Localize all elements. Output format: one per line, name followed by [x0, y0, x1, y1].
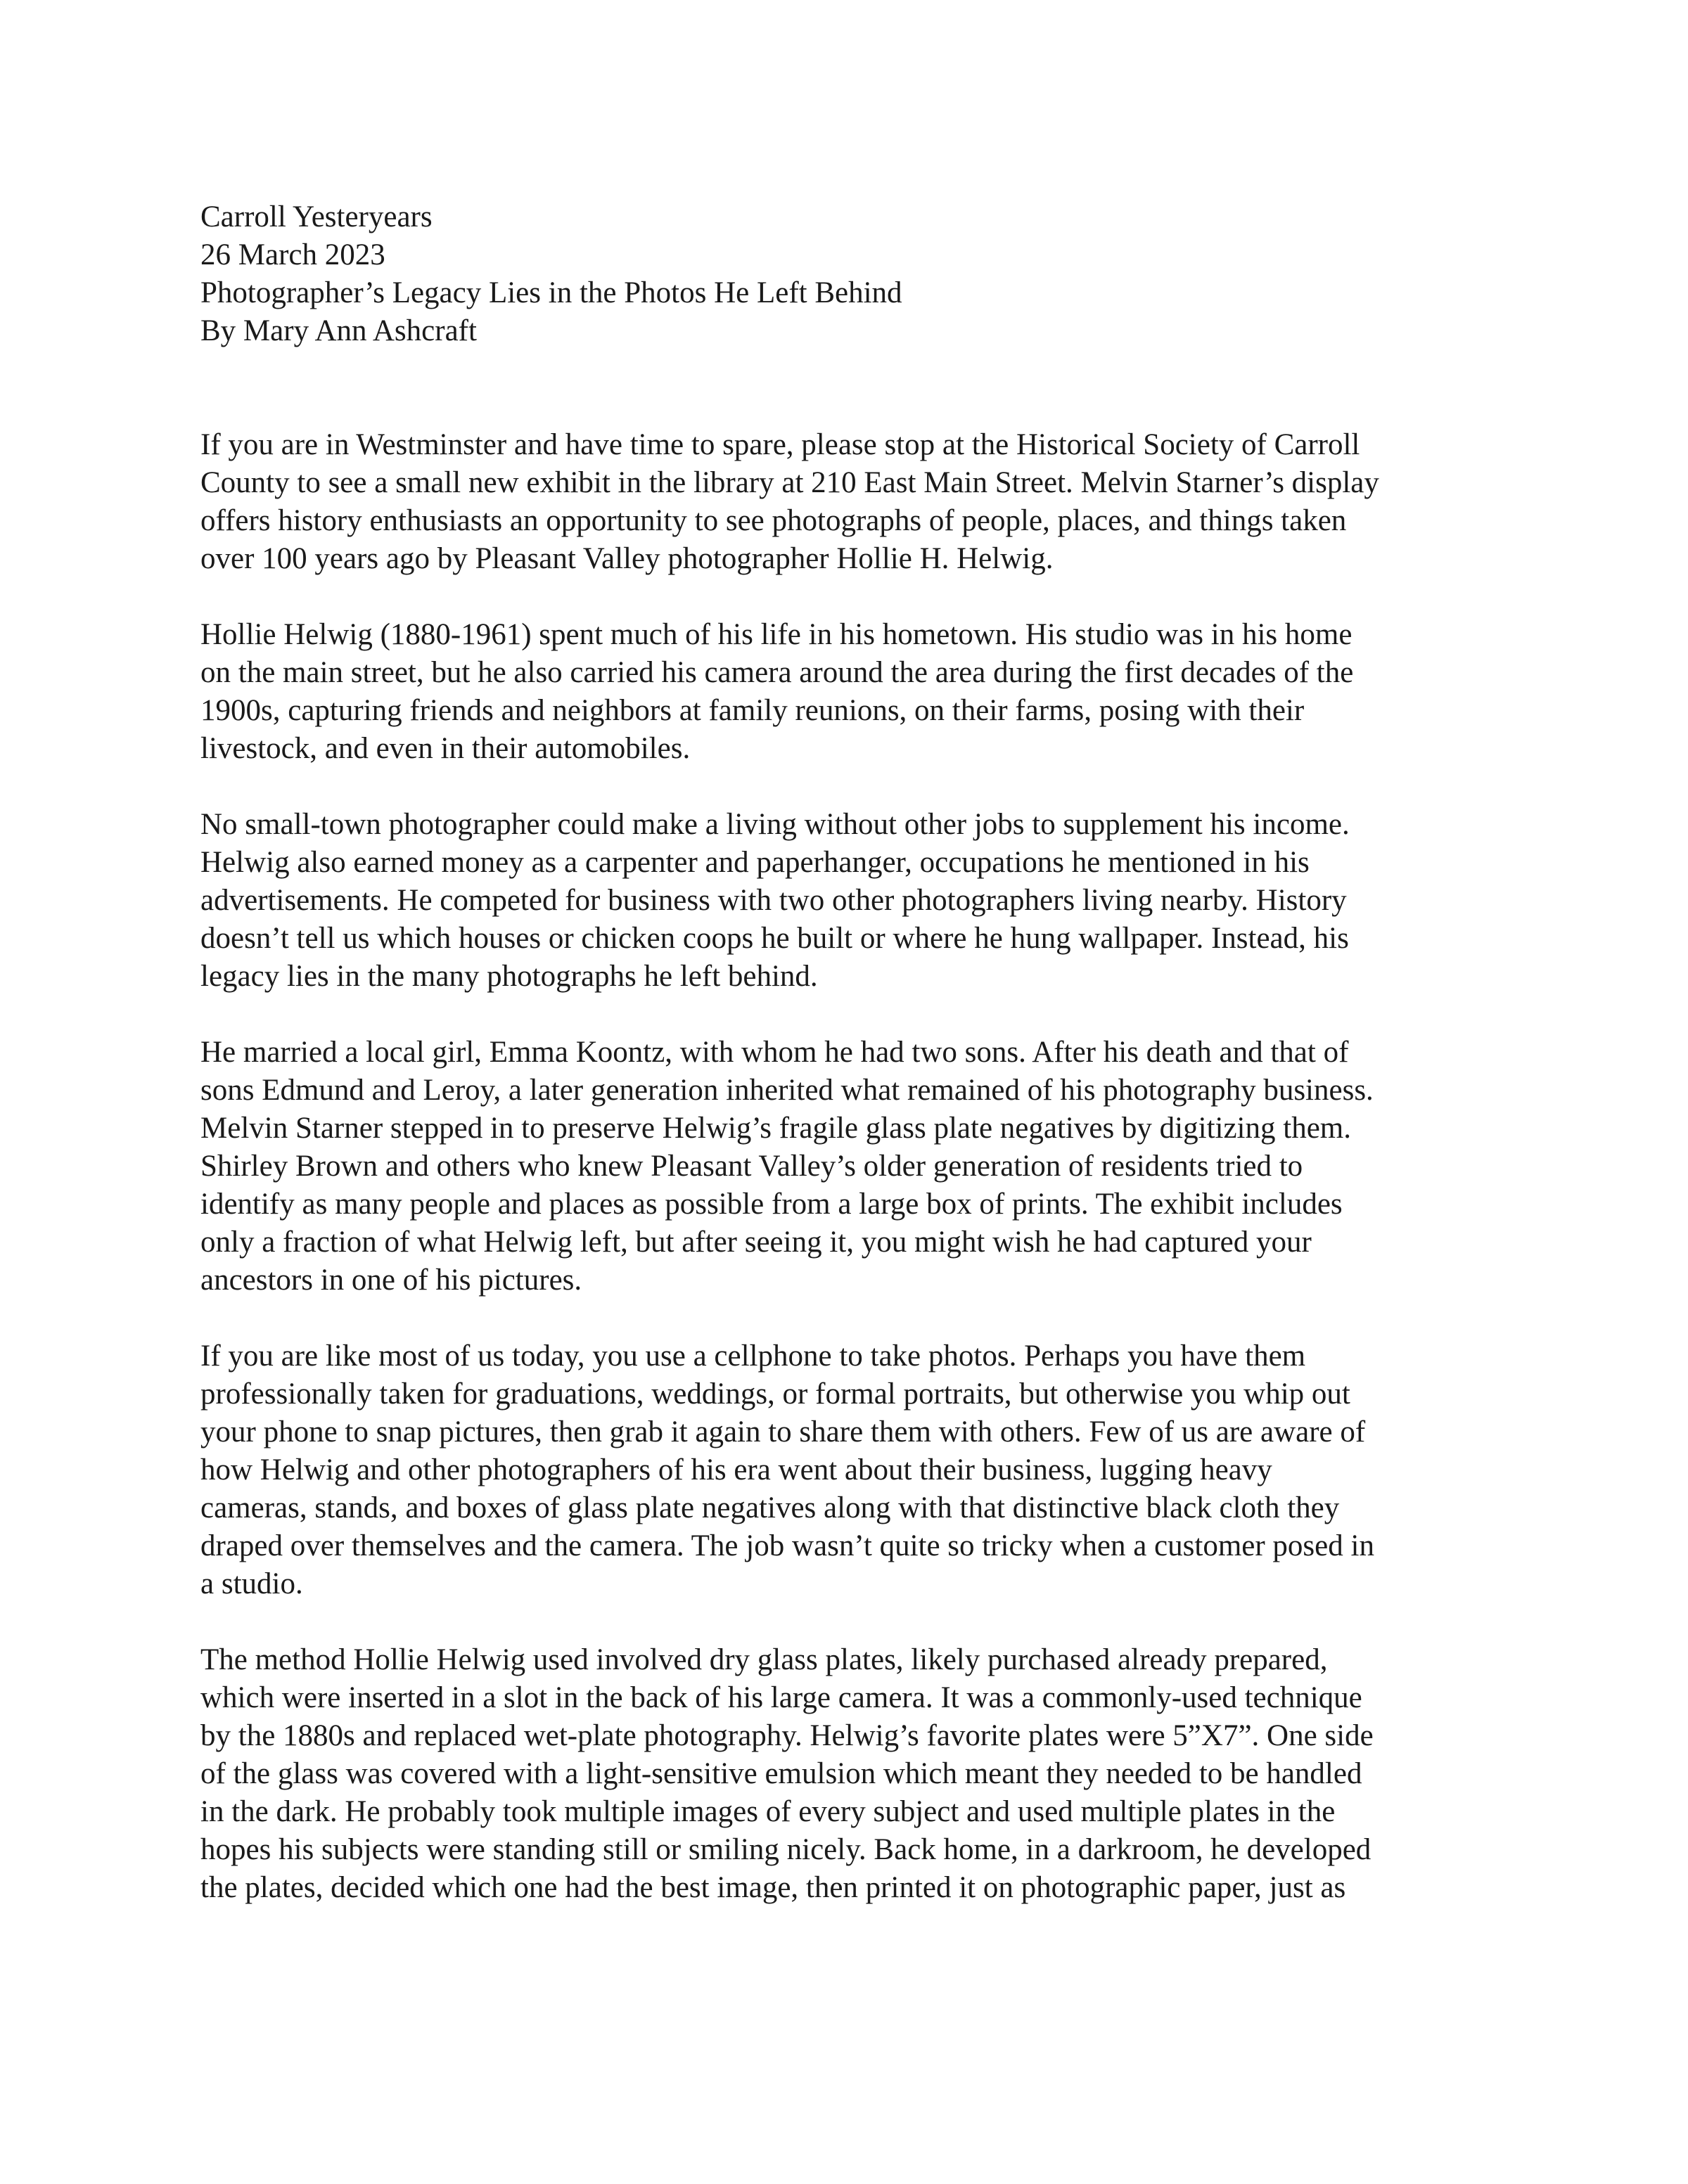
- text-line: doesn’t tell us which houses or chicken coops he built or where he hung wallpaper. Instead, his: [200, 922, 1349, 955]
- text-line: If you are in Westminster and have time to spare, please stop at the Historical Society of Carroll: [200, 428, 1360, 461]
- text-line: livestock, and even in their automobiles.: [200, 732, 691, 765]
- text-line: offers history enthusiasts an opportunity to see photographs of people, places, and things taken: [200, 504, 1347, 537]
- column-name: Carroll Yesteryears: [200, 200, 433, 233]
- text-line: in the dark. He probably took multiple images of every subject and used multiple plates in the: [200, 1795, 1336, 1828]
- text-line: No small-town photographer could make a living without other jobs to supplement his income.: [200, 808, 1350, 841]
- text-line: ancestors in one of his pictures.: [200, 1264, 582, 1297]
- text-line: identify as many people and places as possible from a large box of prints. The exhibit includes: [200, 1188, 1343, 1221]
- text-line: Melvin Starner stepped in to preserve Helwig’s fragile glass plate negatives by digitizing them.: [200, 1112, 1351, 1145]
- paragraph-6: [200, 1641, 1519, 1907]
- text-line: the plates, decided which one had the best image, then printed it on photographic paper, just as: [200, 1871, 1346, 1904]
- text-line: how Helwig and other photographers of his era went about their business, lugging heavy: [200, 1453, 1272, 1486]
- text-line: of the glass was covered with a light-sensitive emulsion which meant they needed to be handled: [200, 1757, 1362, 1790]
- article-date: 26 March 2023: [200, 238, 385, 271]
- text-line: hopes his subjects were standing still or smiling nicely. Back home, in a darkroom, he developed: [200, 1833, 1372, 1866]
- paragraph-1: [200, 426, 1519, 578]
- text-line: your phone to snap pictures, then grab it again to share them with others. Few of us are aware of: [200, 1415, 1366, 1448]
- text-line: Hollie Helwig (1880-1961) spent much of his life in his hometown. His studio was in his home: [200, 618, 1353, 651]
- text-line: 1900s, capturing friends and neighbors at family reunions, on their farms, posing with their: [200, 694, 1305, 727]
- text-line: County to see a small new exhibit in the library at 210 East Main Street. Melvin Starner’s display: [200, 466, 1379, 499]
- text-line: The method Hollie Helwig used involved dry glass plates, likely purchased already prepared,: [200, 1643, 1328, 1676]
- article-header: [200, 198, 1519, 350]
- text-line: over 100 years ago by Pleasant Valley photographer Hollie H. Helwig.: [200, 542, 1054, 575]
- text-line: advertisements. He competed for business with two other photographers living nearby. History: [200, 884, 1347, 917]
- text-line: He married a local girl, Emma Koontz, with whom he had two sons. After his death and that of: [200, 1036, 1349, 1069]
- text-line: by the 1880s and replaced wet-plate photography. Helwig’s favorite plates were 5”X7”. One side: [200, 1719, 1374, 1752]
- text-line: only a fraction of what Helwig left, but after seeing it, you might wish he had captured your: [200, 1226, 1312, 1259]
- document-page: [200, 198, 1519, 1945]
- text-line: sons Edmund and Leroy, a later generation inherited what remained of his photography business.: [200, 1074, 1374, 1107]
- text-line: Helwig also earned money as a carpenter and paperhanger, occupations he mentioned in his: [200, 846, 1310, 879]
- text-line: legacy lies in the many photographs he left behind.: [200, 960, 818, 993]
- text-line: cameras, stands, and boxes of glass plate negatives along with that distinctive black cloth they: [200, 1491, 1340, 1524]
- text-line: a studio.: [200, 1567, 303, 1600]
- text-line: Shirley Brown and others who knew Pleasant Valley’s older generation of residents tried to: [200, 1150, 1303, 1183]
- article-title: Photographer’s Legacy Lies in the Photos He Left Behind: [200, 276, 902, 309]
- paragraph-4: [200, 1034, 1519, 1299]
- paragraph-5: [200, 1337, 1519, 1603]
- byline: By Mary Ann Ashcraft: [200, 314, 477, 347]
- paragraph-2: [200, 616, 1519, 768]
- text-line: If you are like most of us today, you use a cellphone to take photos. Perhaps you have them: [200, 1340, 1306, 1373]
- text-line: on the main street, but he also carried his camera around the area during the first decades of the: [200, 656, 1354, 689]
- text-line: draped over themselves and the camera. The job wasn’t quite so tricky when a customer posed in: [200, 1529, 1374, 1562]
- paragraph-3: [200, 806, 1519, 996]
- text-line: which were inserted in a slot in the back of his large camera. It was a commonly-used technique: [200, 1681, 1362, 1714]
- text-line: professionally taken for graduations, weddings, or formal portraits, but otherwise you whip out: [200, 1377, 1350, 1411]
